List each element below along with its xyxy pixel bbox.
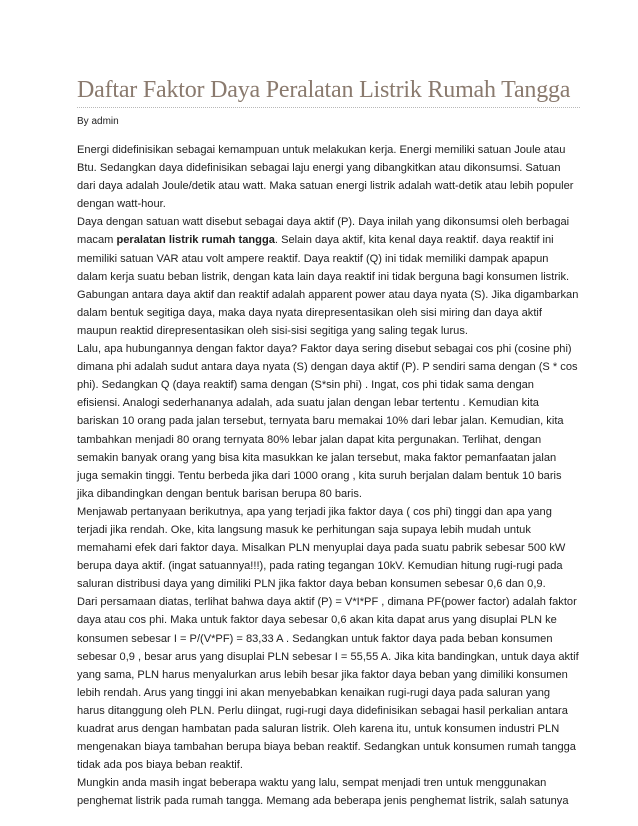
paragraph-text: . Selain daya aktif, kita kenal daya reaktif. daya reaktif ini memiliki satuan VAR atau volt ampere reaktif. Daya reaktif (Q) ini tidak memiliki dampak apapun dalam kerja suatu beban listrik, dengan kata lain daya reaktif ini tidak berguna bagi konsumen listrik. Gabungan antara daya aktif dan reaktif adalah apparent power atau daya nyata (S). Jika digambarkan dalam bentuk segitiga daya, maka daya nyata direpresentasikan oleh sisi miring dan daya aktif maupun reaktid direpresentasikan oleh sisi-sisi segitiga yang saling tegak lurus. (77, 234, 579, 337)
article-byline: By admin (77, 116, 119, 127)
paragraph-text: Daya dengan satuan watt disebut sebagai daya aktif (P). Daya inilah yang dikonsumsi oleh berbagai macam (77, 216, 570, 247)
paragraph-power-factor: Lalu, apa hubungannya dengan faktor daya? Faktor daya sering disebut sebagai cos phi (cosine phi) dimana phi adalah sudut antara daya nyata (S) dengan daya aktif (P). P sendiri sama dengan (S * cos phi). Sedangkan Q (daya reaktif) sama dengan (S*sin phi) . Ingat, cos phi tidak sama dengan efisiensi. Analogi sederhananya adalah, ada suatu jalan dengan lebar tertentu . Kemudian kita bariskan 10 orang pada jalan tersebut, ternyata baru memakai 10% dari lebar jalan. Kemudian, kita tambahkan menjadi 80 orang ternyata 80% lebar jalan dapat kita pergunakan. Terlihat, dengan semakin banyak orang yang bisa kita masukkan ke jalan tersebut, maka faktor pemanfaatan jalan juga semakin tinggi. Tentu berbeda jika dari 1000 orang , kita suruh berjalan dalam bentuk 10 baris jika dibandingkan dengan bentuk barisan berupa 80 baris. (77, 343, 578, 500)
paragraph-calculation: Menjawab pertanyaan berikutnya, apa yang terjadi jika faktor daya ( cos phi) tinggi dan apa yang terjadi jika rendah. Oke, kita langsung masuk ke perhitungan saja supaya lebih mudah untuk memahami efek dari faktor daya. Misalkan PLN menyuplai daya pada suatu pabrik sebesar 500 kW berupa daya aktif. (ingat satuannya!!!), pada rating tegangan 10kV. Kemudian hitung rugi-rugi pada saluran distribusi daya yang dimiliki PLN jika faktor daya beban konsumen sebesar 0,6 dan 0,9. (77, 505, 566, 591)
paragraph-energy-definition: Energi didefinisikan sebagai kemampuan untuk melakukan kerja. Energi memiliki satuan Joule atau Btu. Sedangkan daya didefinisikan sebagai laju energi yang dibangkitkan atau dikonsumsi. Satuan dari daya adalah Joule/detik atau watt. Maka satuan energi listrik adalah watt-detik atau lebih populer dengan watt-hour. (77, 144, 574, 211)
paragraph-current-comparison: Dari persamaan diatas, terlihat bahwa daya aktif (P) = V*I*PF , dimana PF(power factor) adalah faktor daya atau cos phi. Maka untuk faktor daya sebesar 0,6 akan kita dapat arus yang disuplai PLN ke konsumen sebesar I = P/(V*PF) = 83,33 A . Sedangkan untuk faktor daya pada beban konsumen sebesar 0,9 , besar arus yang disuplai PLN sebesar I = 55,55 A. Jika kita bandingkan, untuk daya aktif yang sama, PLN harus menyalurkan arus lebih besar jika faktor daya beban yang dimiliki konsumen lebih rendah. Arus yang tinggi ini akan menyebabkan kenaikan rugi-rugi daya pada saluran yang harus ditanggung oleh PLN. Perlu diingat, rugi-rugi daya didefinisikan sebagai hasil perkalian antara kuadrat arus dengan hambatan pada saluran listrik. Oleh karena itu, untuk konsumen industri PLN mengenakan biaya tambahan berupa biaya beban reaktif. Sedangkan untuk konsumen rumah tangga tidak ada pos biaya beban reaktif. (77, 596, 579, 772)
paragraph-energy-saver: Mungkin anda masih ingat beberapa waktu yang lalu, sempat menjadi tren untuk menggunakan penghemat listrik pada rumah tangga. Memang ada beberapa jenis penghemat listrik, salah satunya (77, 777, 569, 808)
article-title: Daftar Faktor Daya Peralatan Listrik Rumah Tangga (77, 77, 571, 103)
paragraph-active-reactive-power (77, 213, 580, 340)
article-body (77, 141, 580, 810)
title-divider (77, 107, 580, 108)
keyword-link: peralatan listrik rumah tangga (116, 234, 275, 247)
